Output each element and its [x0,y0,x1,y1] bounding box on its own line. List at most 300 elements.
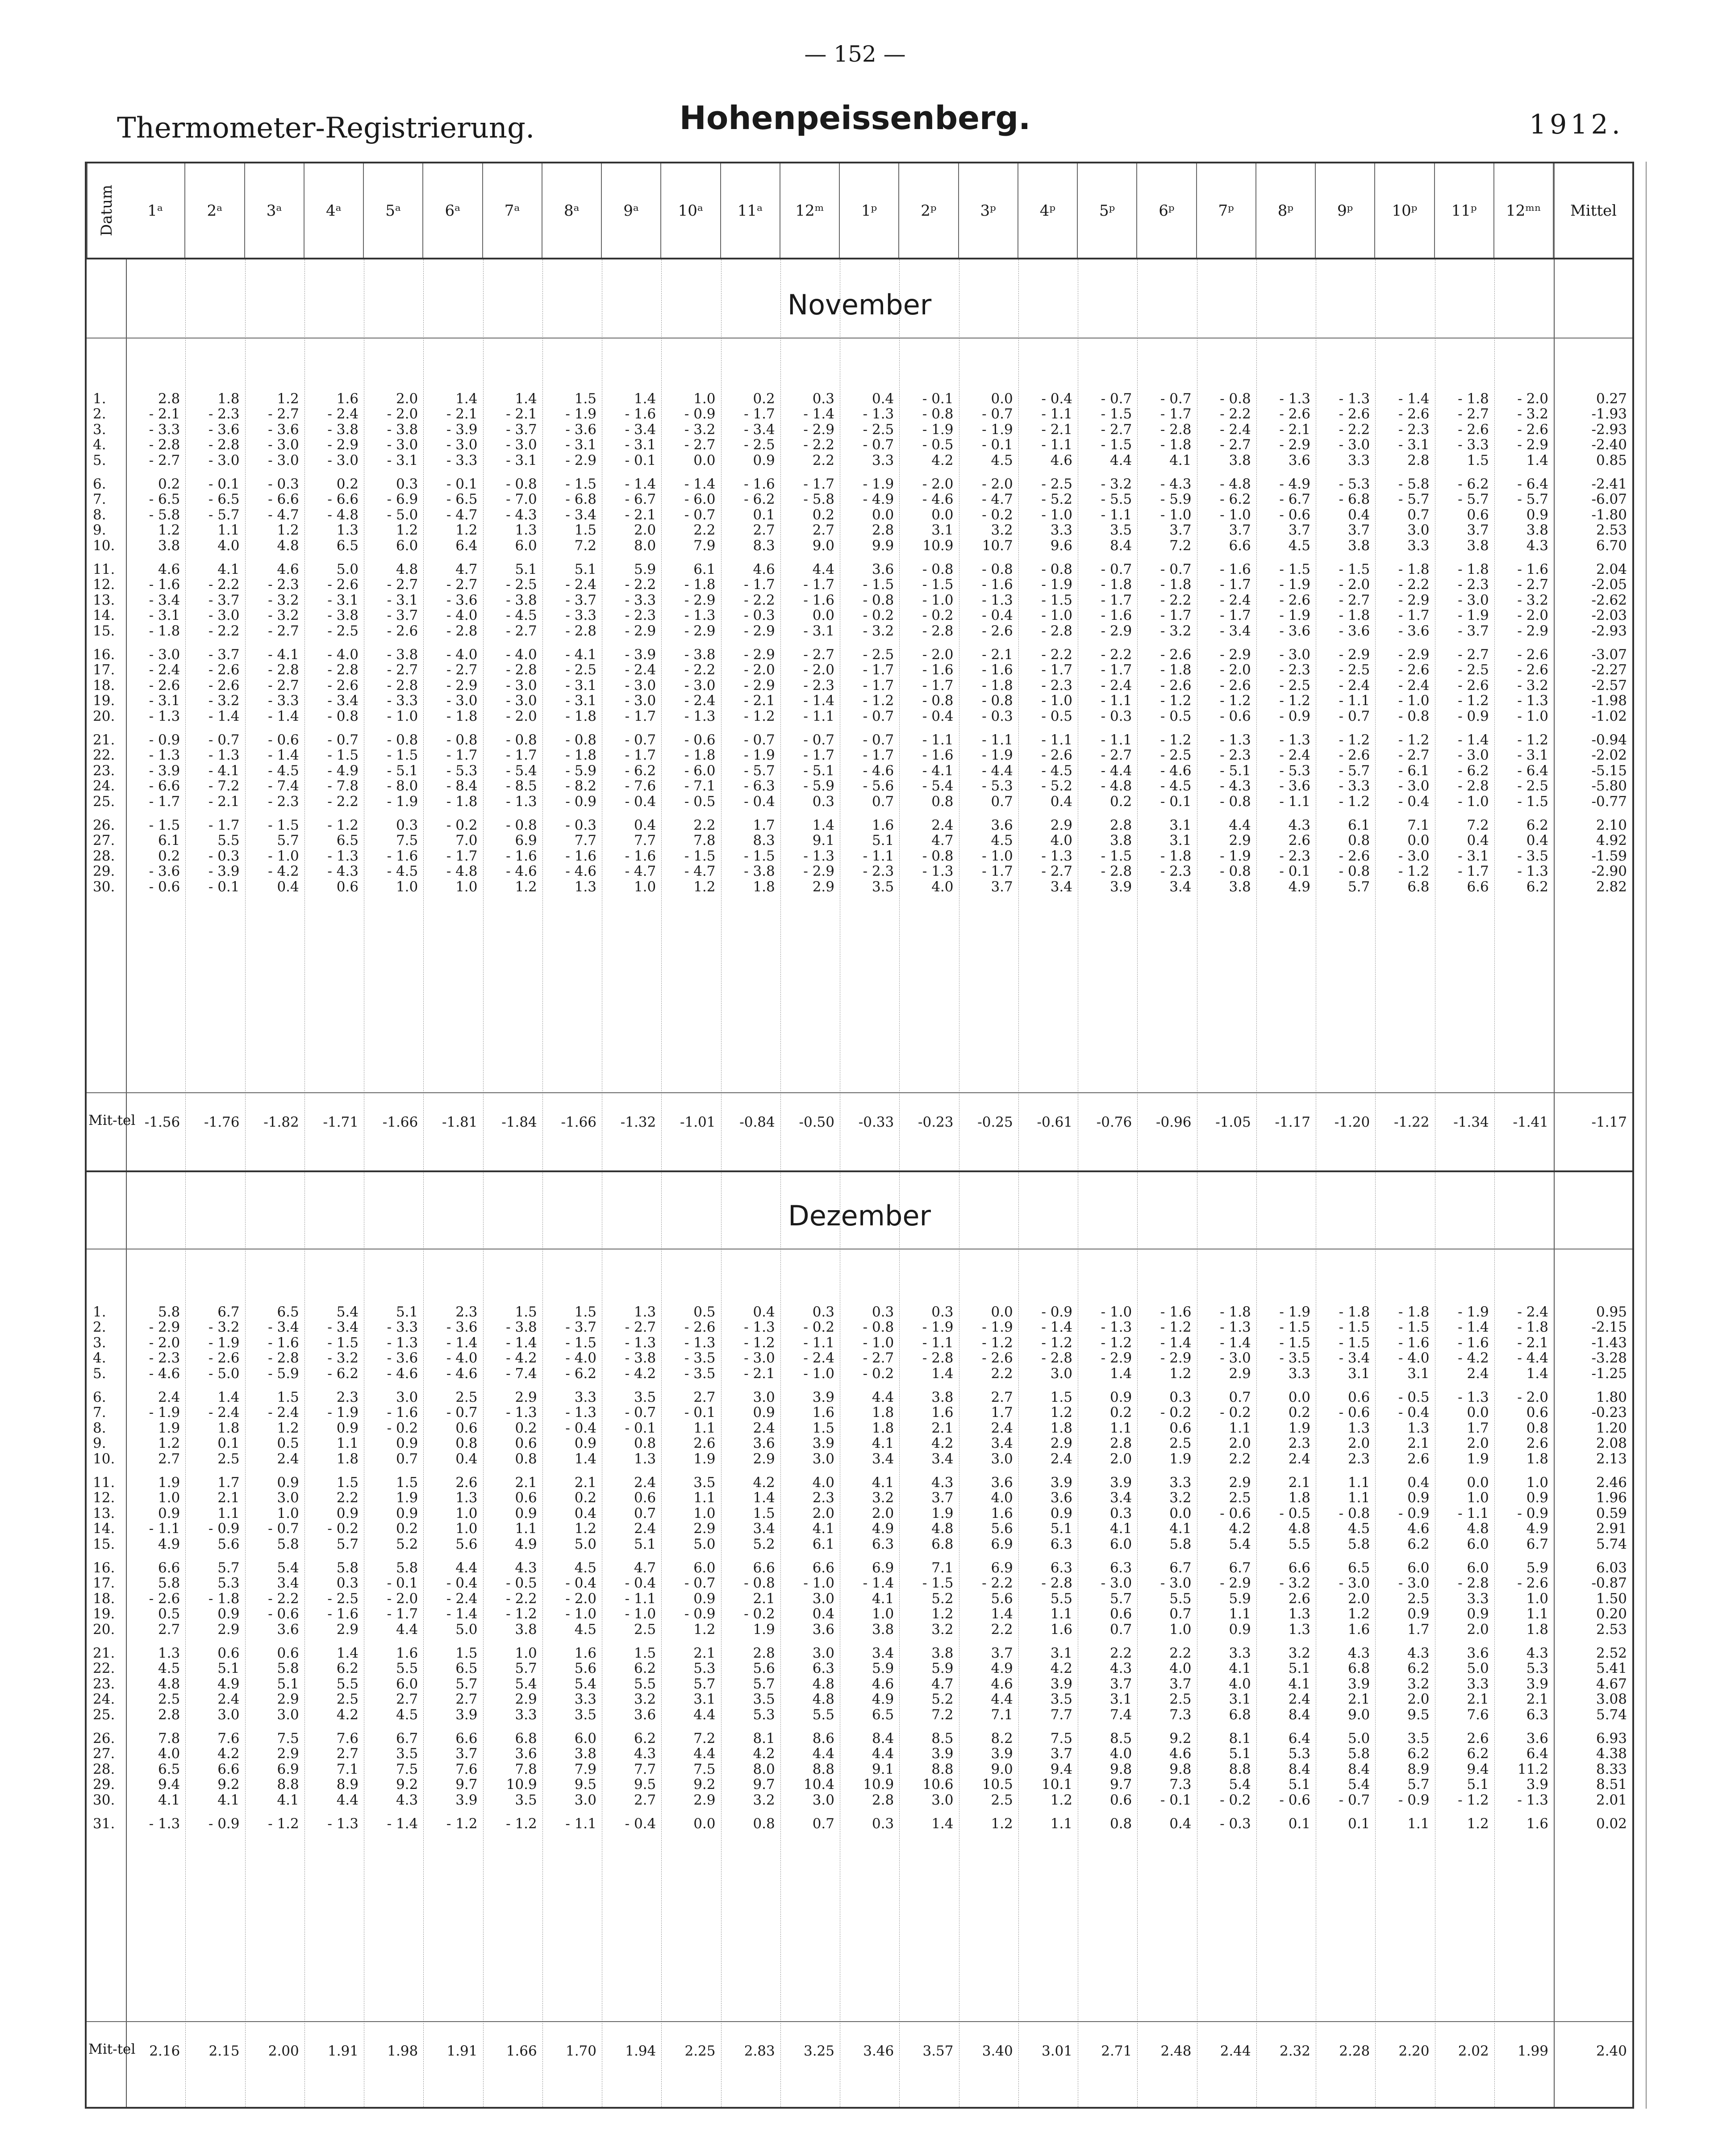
temperature-value: - 1.1 [625,1590,656,1607]
temperature-value: - 1.5 [387,747,418,764]
mittel-value: -1.76 [204,1114,240,1130]
temperature-value: 1.0 [1526,1475,1548,1491]
temperature-value: 2.4 [634,1521,656,1537]
temperature-value: - 2.7 [268,677,299,694]
temperature-value: - 2.8 [446,623,478,639]
temperature-value: - 1.7 [744,406,775,422]
temperature-value: - 0.9 [1279,708,1310,724]
temperature-value: 3.0 [991,1450,1013,1467]
temperature-value: 7.6 [1467,1706,1489,1723]
temperature-value: - 1.3 [149,747,180,764]
temperature-value: - 1.3 [684,1334,716,1351]
month-title: November [787,288,932,321]
temperature-value: 0.7 [396,1450,418,1467]
temperature-value: 9.5 [574,1776,596,1793]
temperature-value: 3.4 [1109,1490,1132,1506]
temperature-value: 0.9 [1526,506,1548,523]
temperature-value: - 2.3 [863,863,894,880]
temperature-value: - 3.8 [506,1319,537,1336]
temperature-value: - 7.0 [506,491,537,508]
temperature-value: 3.2 [634,1691,656,1708]
temperature-value: 6.1 [1347,817,1370,833]
temperature-value: 2.8 [1109,1435,1132,1452]
temperature-value: 1.0 [277,1505,299,1521]
mittel-value: -0.25 [977,1114,1013,1130]
table-row [87,879,1632,894]
temperature-value: - 1.6 [268,1334,299,1351]
temperature-value: - 0.1 [1279,863,1310,880]
temperature-value: - 3.1 [387,452,418,468]
day-label: 16. [93,1560,115,1576]
temperature-value: 5.1 [515,561,537,577]
day-label: 12. [93,1490,115,1506]
temperature-value: -1.59 [1591,848,1627,864]
temperature-value: 4.7 [634,1560,656,1576]
temperature-value: 1.0 [396,878,418,895]
temperature-value: 3.0 [396,1389,418,1405]
temperature-value: - 1.7 [982,863,1013,880]
temperature-value: - 2.9 [1279,437,1310,453]
temperature-value: 0.2 [1288,1404,1310,1421]
temperature-value: - 1.9 [565,406,596,422]
temperature-value: - 4.2 [1458,1350,1489,1366]
temperature-value: - 2.6 [149,677,180,694]
temperature-value: - 2.7 [1398,747,1430,764]
temperature-value: 1.8 [217,391,240,407]
temperature-value: - 4.5 [268,762,299,779]
temperature-value: - 3.6 [446,1319,478,1336]
temperature-value: 0.5 [158,1606,180,1622]
temperature-value: - 0.6 [1339,1404,1370,1421]
temperature-value: - 1.6 [327,1606,359,1622]
temperature-value: - 3.8 [327,607,359,624]
temperature-value: 0.8 [634,1435,656,1452]
day-label: 17. [93,662,115,678]
temperature-value: 3.1 [693,1691,716,1708]
temperature-value: - 2.2 [208,577,240,593]
temperature-value: - 3.2 [1279,1575,1310,1592]
temperature-value: - 3.2 [1517,592,1548,608]
temperature-value: 6.2 [1407,1660,1430,1677]
temperature-value: - 1.7 [1160,607,1192,624]
temperature-value: - 1.7 [1041,662,1072,678]
temperature-value: - 2.7 [446,662,478,678]
temperature-value: - 2.4 [565,577,596,593]
temperature-value: - 2.8 [1160,421,1192,438]
temperature-value: 5.7 [1407,1776,1430,1793]
temperature-value: - 1.7 [1458,863,1489,880]
temperature-value: 5.8 [336,1560,359,1576]
table-row [87,562,1632,577]
temperature-value: 0.4 [1169,1816,1192,1832]
temperature-value: - 1.3 [1041,848,1072,864]
temperature-value: 2.52 [1596,1645,1627,1661]
temperature-value: - 3.6 [1279,623,1310,639]
temperature-value: 5.2 [753,1536,775,1552]
temperature-value: - 2.3 [1279,662,1310,678]
temperature-value: 0.9 [277,1475,299,1491]
temperature-value: 4.1 [217,1792,240,1808]
temperature-value: - 3.7 [208,592,240,608]
temperature-value: 3.8 [872,1621,894,1638]
temperature-value: - 0.8 [1220,863,1251,880]
temperature-value: - 3.4 [327,1319,359,1336]
temperature-value: 2.0 [1347,1435,1370,1452]
temperature-value: 3.7 [1109,1675,1132,1692]
temperature-value: - 1.2 [1279,693,1310,709]
temperature-value: 4.0 [931,878,954,895]
temperature-value: 1.5 [515,1304,537,1320]
temperature-value: - 4.1 [922,762,954,779]
temperature-value: 6.6 [1229,537,1251,554]
temperature-value: 9.4 [158,1776,180,1793]
temperature-value: - 4.6 [1160,762,1192,779]
temperature-value: - 0.7 [863,732,894,748]
temperature-value: - 2.2 [1220,406,1251,422]
temperature-value: - 1.6 [982,577,1013,593]
day-label: 27. [93,832,115,849]
temperature-value: - 1.1 [565,1816,596,1832]
temperature-value: 3.6 [753,1435,775,1452]
temperature-value: - 2.6 [1517,421,1548,438]
table-row [87,693,1632,708]
temperature-value: - 1.0 [1398,693,1430,709]
temperature-value: 4.2 [1229,1521,1251,1537]
temperature-value: 2.5 [634,1621,656,1638]
temperature-value: 9.5 [1407,1706,1430,1723]
temperature-value: - 2.4 [327,406,359,422]
temperature-value: 3.0 [812,1450,834,1467]
mittel-value: -0.23 [918,1114,954,1130]
temperature-value: 2.1 [574,1475,596,1491]
temperature-value: 5.7 [515,1660,537,1677]
temperature-value: - 1.0 [1160,506,1192,523]
temperature-value: - 0.7 [982,406,1013,422]
day-label: 1. [93,1304,106,1320]
table-row [87,1646,1632,1661]
temperature-value: 0.3 [872,1304,894,1320]
temperature-value: 2.9 [277,1691,299,1708]
temperature-value: - 1.1 [1041,437,1072,453]
temperature-value: 0.9 [1109,1389,1132,1405]
temperature-value: 0.1 [1288,1816,1310,1832]
temperature-value: 2.5 [158,1691,180,1708]
temperature-value: 0.8 [1109,1816,1132,1832]
temperature-value: 5.7 [455,1675,478,1692]
temperature-value: 2.2 [991,1621,1013,1638]
temperature-value: 5.7 [753,1675,775,1692]
temperature-value: 5.6 [991,1521,1013,1537]
temperature-value: 4.4 [872,1746,894,1762]
temperature-value: - 1.3 [1517,693,1548,709]
temperature-value: - 1.5 [744,848,775,864]
temperature-value: 2.5 [1229,1490,1251,1506]
temperature-value: 2.9 [515,1389,537,1405]
temperature-value: - 0.9 [1458,708,1489,724]
day-label: 10. [93,537,115,554]
temperature-value: - 3.0 [1220,1350,1251,1366]
table-row [87,453,1632,468]
temperature-value: 8.0 [753,1761,775,1777]
temperature-value: - 1.7 [803,476,834,492]
temperature-value: - 4.3 [1220,778,1251,794]
temperature-value: 4.4 [991,1691,1013,1708]
temperature-value: - 0.5 [922,437,954,453]
temperature-value: - 5.2 [1041,491,1072,508]
temperature-value: - 1.5 [863,577,894,593]
temperature-value: 3.6 [515,1746,537,1762]
table-row [87,1521,1632,1536]
table-row [87,476,1632,492]
temperature-value: 3.9 [1526,1776,1548,1793]
temperature-value: 1.1 [1050,1606,1072,1622]
temperature-value: 6.0 [574,1730,596,1747]
temperature-value: 2.1 [1288,1475,1310,1491]
temperature-value: -1.43 [1591,1334,1627,1351]
temperature-value: 0.8 [1526,1420,1548,1436]
temperature-value: 6.0 [1109,1536,1132,1552]
temperature-value: - 3.2 [268,607,299,624]
temperature-value: 2.6 [1526,1435,1548,1452]
temperature-value: - 7.6 [625,778,656,794]
temperature-value: 2.5 [1407,1590,1430,1607]
temperature-value: 6.2 [634,1660,656,1677]
temperature-value: - 0.4 [565,1575,596,1592]
day-label: 3. [93,421,106,438]
temperature-value: - 1.4 [268,708,299,724]
temperature-value: - 1.7 [863,747,894,764]
mittel-value: -1.22 [1394,1114,1430,1130]
temperature-value: - 2.9 [1220,1575,1251,1592]
temperature-value: - 3.0 [1398,778,1430,794]
temperature-value: 2.5 [1169,1435,1192,1452]
temperature-value: 1.4 [634,391,656,407]
temperature-value: - 2.8 [208,437,240,453]
temperature-value: 8.4 [1288,1706,1310,1723]
temperature-value: 0.1 [1347,1816,1370,1832]
temperature-value: 4.3 [1407,1645,1430,1661]
temperature-value: - 0.7 [327,732,359,748]
temperature-value: 1.2 [158,1435,180,1452]
temperature-value: - 2.7 [1101,421,1132,438]
temperature-value: 3.4 [277,1575,299,1592]
temperature-value: 3.8 [1526,522,1548,539]
temperature-value: 2.4 [991,1420,1013,1436]
temperature-value: - 1.2 [1160,1319,1192,1336]
temperature-value: - 2.6 [982,623,1013,639]
temperature-value: 6.8 [1407,878,1430,895]
temperature-value: -2.57 [1591,677,1627,694]
temperature-value: 3.8 [931,1645,954,1661]
temperature-value: 0.2 [158,476,180,492]
temperature-value: 6.0 [1467,1536,1489,1552]
temperature-value: 3.7 [1347,522,1370,539]
temperature-value: - 4.0 [506,647,537,663]
temperature-value: - 2.4 [1220,421,1251,438]
temperature-value: 2.8 [753,1645,775,1661]
table-row [87,577,1632,592]
column-header: 11ᵖ [1435,163,1494,258]
mittel-value: -1.84 [501,1114,537,1130]
day-label: 29. [93,1776,115,1793]
temperature-value: 4.6 [277,561,299,577]
day-label: 25. [93,1706,115,1723]
temperature-value: - 5.8 [149,506,180,523]
temperature-value: - 3.4 [268,1319,299,1336]
temperature-value: - 3.7 [565,1319,596,1336]
temperature-value: 3.6 [991,1475,1013,1491]
temperature-value: - 2.6 [1517,662,1548,678]
temperature-value: 2.7 [336,1746,359,1762]
temperature-value: 4.7 [931,832,954,849]
temperature-value: 0.4 [277,878,299,895]
temperature-value: -2.41 [1591,476,1627,492]
temperature-value: - 2.9 [744,647,775,663]
temperature-value: - 1.0 [1041,506,1072,523]
temperature-value: - 5.8 [803,491,834,508]
temperature-value: - 2.2 [506,1590,537,1607]
temperature-value: - 1.0 [863,1334,894,1351]
day-label: 5. [93,1365,106,1382]
temperature-value: - 1.3 [1458,1389,1489,1405]
temperature-value: 1.4 [812,817,834,833]
temperature-value: 0.4 [634,817,656,833]
temperature-value: 5.3 [217,1575,240,1592]
temperature-value: - 5.1 [1220,762,1251,779]
temperature-value: - 0.2 [446,817,478,833]
temperature-value: - 0.8 [922,561,954,577]
temperature-value: 4.2 [931,452,954,468]
temperature-value: 1.0 [693,1505,716,1521]
temperature-value: - 0.8 [1220,793,1251,810]
temperature-value: 1.6 [336,391,359,407]
temperature-value: - 6.8 [1339,491,1370,508]
temperature-value: - 1.3 [1101,1319,1132,1336]
temperature-value: 4.1 [277,1792,299,1808]
temperature-value: - 4.1 [208,762,240,779]
temperature-value: 0.4 [812,1606,834,1622]
temperature-value: - 2.6 [208,662,240,678]
temperature-value: 1.0 [455,878,478,895]
table-row [87,1366,1632,1381]
temperature-value: 1.3 [455,1490,478,1506]
temperature-value: - 3.1 [1517,747,1548,764]
temperature-value: 6.6 [812,1560,834,1576]
temperature-value: 5.1 [277,1675,299,1692]
temperature-value: - 1.6 [387,1404,418,1421]
temperature-value: 3.7 [931,1490,954,1506]
temperature-value: 5.8 [1169,1536,1192,1552]
mittel-value: -1.17 [1275,1114,1310,1130]
temperature-value: 2.7 [693,1389,716,1405]
table-row [87,662,1632,677]
temperature-value: 2.6 [455,1475,478,1491]
temperature-value: 0.3 [812,793,834,810]
column-header: 1ᵖ [840,163,899,258]
temperature-value: 3.8 [1229,452,1251,468]
temperature-value: - 8.0 [387,778,418,794]
temperature-value: 0.9 [1050,1505,1072,1521]
temperature-value: - 1.3 [1279,732,1310,748]
temperature-value: 4.6 [753,561,775,577]
temperature-value: - 1.4 [803,406,834,422]
table-row [87,748,1632,763]
temperature-value: - 7.2 [208,778,240,794]
day-label: 14. [93,607,115,624]
temperature-value: 9.0 [812,537,834,554]
temperature-value: - 3.2 [268,592,299,608]
column-header: Datum [87,163,126,258]
temperature-value: - 3.6 [1339,623,1370,639]
day-label: 18. [93,677,115,694]
temperature-value: - 6.1 [1398,762,1430,779]
temperature-value: - 1.3 [922,863,954,880]
temperature-value: 4.1 [217,561,240,577]
temperature-value: - 0.3 [268,476,299,492]
temperature-value: 5.1 [634,1536,656,1552]
temperature-value: 1.8 [872,1404,894,1421]
temperature-value: 1.5 [336,1475,359,1491]
mittel-value: 2.20 [1398,2043,1430,2059]
temperature-value: - 0.1 [446,476,478,492]
temperature-value: 8.1 [753,1730,775,1747]
temperature-value: 5.1 [217,1660,240,1677]
temperature-value: 4.4 [336,1792,359,1808]
temperature-value: - 1.5 [1101,406,1132,422]
temperature-value: - 1.0 [268,848,299,864]
temperature-value: - 1.1 [922,732,954,748]
temperature-value: 1.2 [1050,1792,1072,1808]
temperature-value: - 3.2 [208,1319,240,1336]
day-label: 8. [93,1420,106,1436]
temperature-value: 7.8 [693,832,716,849]
table-row [87,1792,1632,1808]
temperature-value: 0.59 [1596,1505,1627,1521]
temperature-value: - 3.5 [684,1365,716,1382]
temperature-value: 7.5 [693,1761,716,1777]
temperature-value: 7.5 [1050,1730,1072,1747]
temperature-value: 0.9 [1229,1621,1251,1638]
temperature-value: - 3.3 [387,1319,418,1336]
column-header: 5ᵃ [364,163,423,258]
temperature-value: - 3.4 [744,421,775,438]
temperature-value: - 2.2 [327,793,359,810]
temperature-value: 4.3 [1347,1645,1370,1661]
temperature-value: 5.2 [931,1691,954,1708]
day-label: 17. [93,1575,115,1592]
day-label: 18. [93,1590,115,1607]
temperature-value: 5.7 [336,1536,359,1552]
temperature-value: - 3.4 [327,693,359,709]
temperature-value: 4.8 [158,1675,180,1692]
mittel-value: -1.01 [680,1114,716,1130]
temperature-value: - 3.0 [506,677,537,694]
temperature-value: 4.9 [991,1660,1013,1677]
temperature-value: - 5.3 [446,762,478,779]
temperature-value: - 2.5 [863,647,894,663]
temperature-value: - 0.7 [1160,561,1192,577]
column-header: 2ᵖ [899,163,959,258]
temperature-value: 4.3 [1526,1645,1548,1661]
temperature-value: - 3.1 [149,607,180,624]
temperature-value: 4.3 [1109,1660,1132,1677]
temperature-value: -2.15 [1591,1319,1627,1336]
temperature-value: 5.2 [396,1536,418,1552]
temperature-value: 5.0 [574,1536,596,1552]
column-header: 6ᵖ [1137,163,1197,258]
temperature-value: - 0.1 [982,437,1013,453]
temperature-value: 0.1 [217,1435,240,1452]
